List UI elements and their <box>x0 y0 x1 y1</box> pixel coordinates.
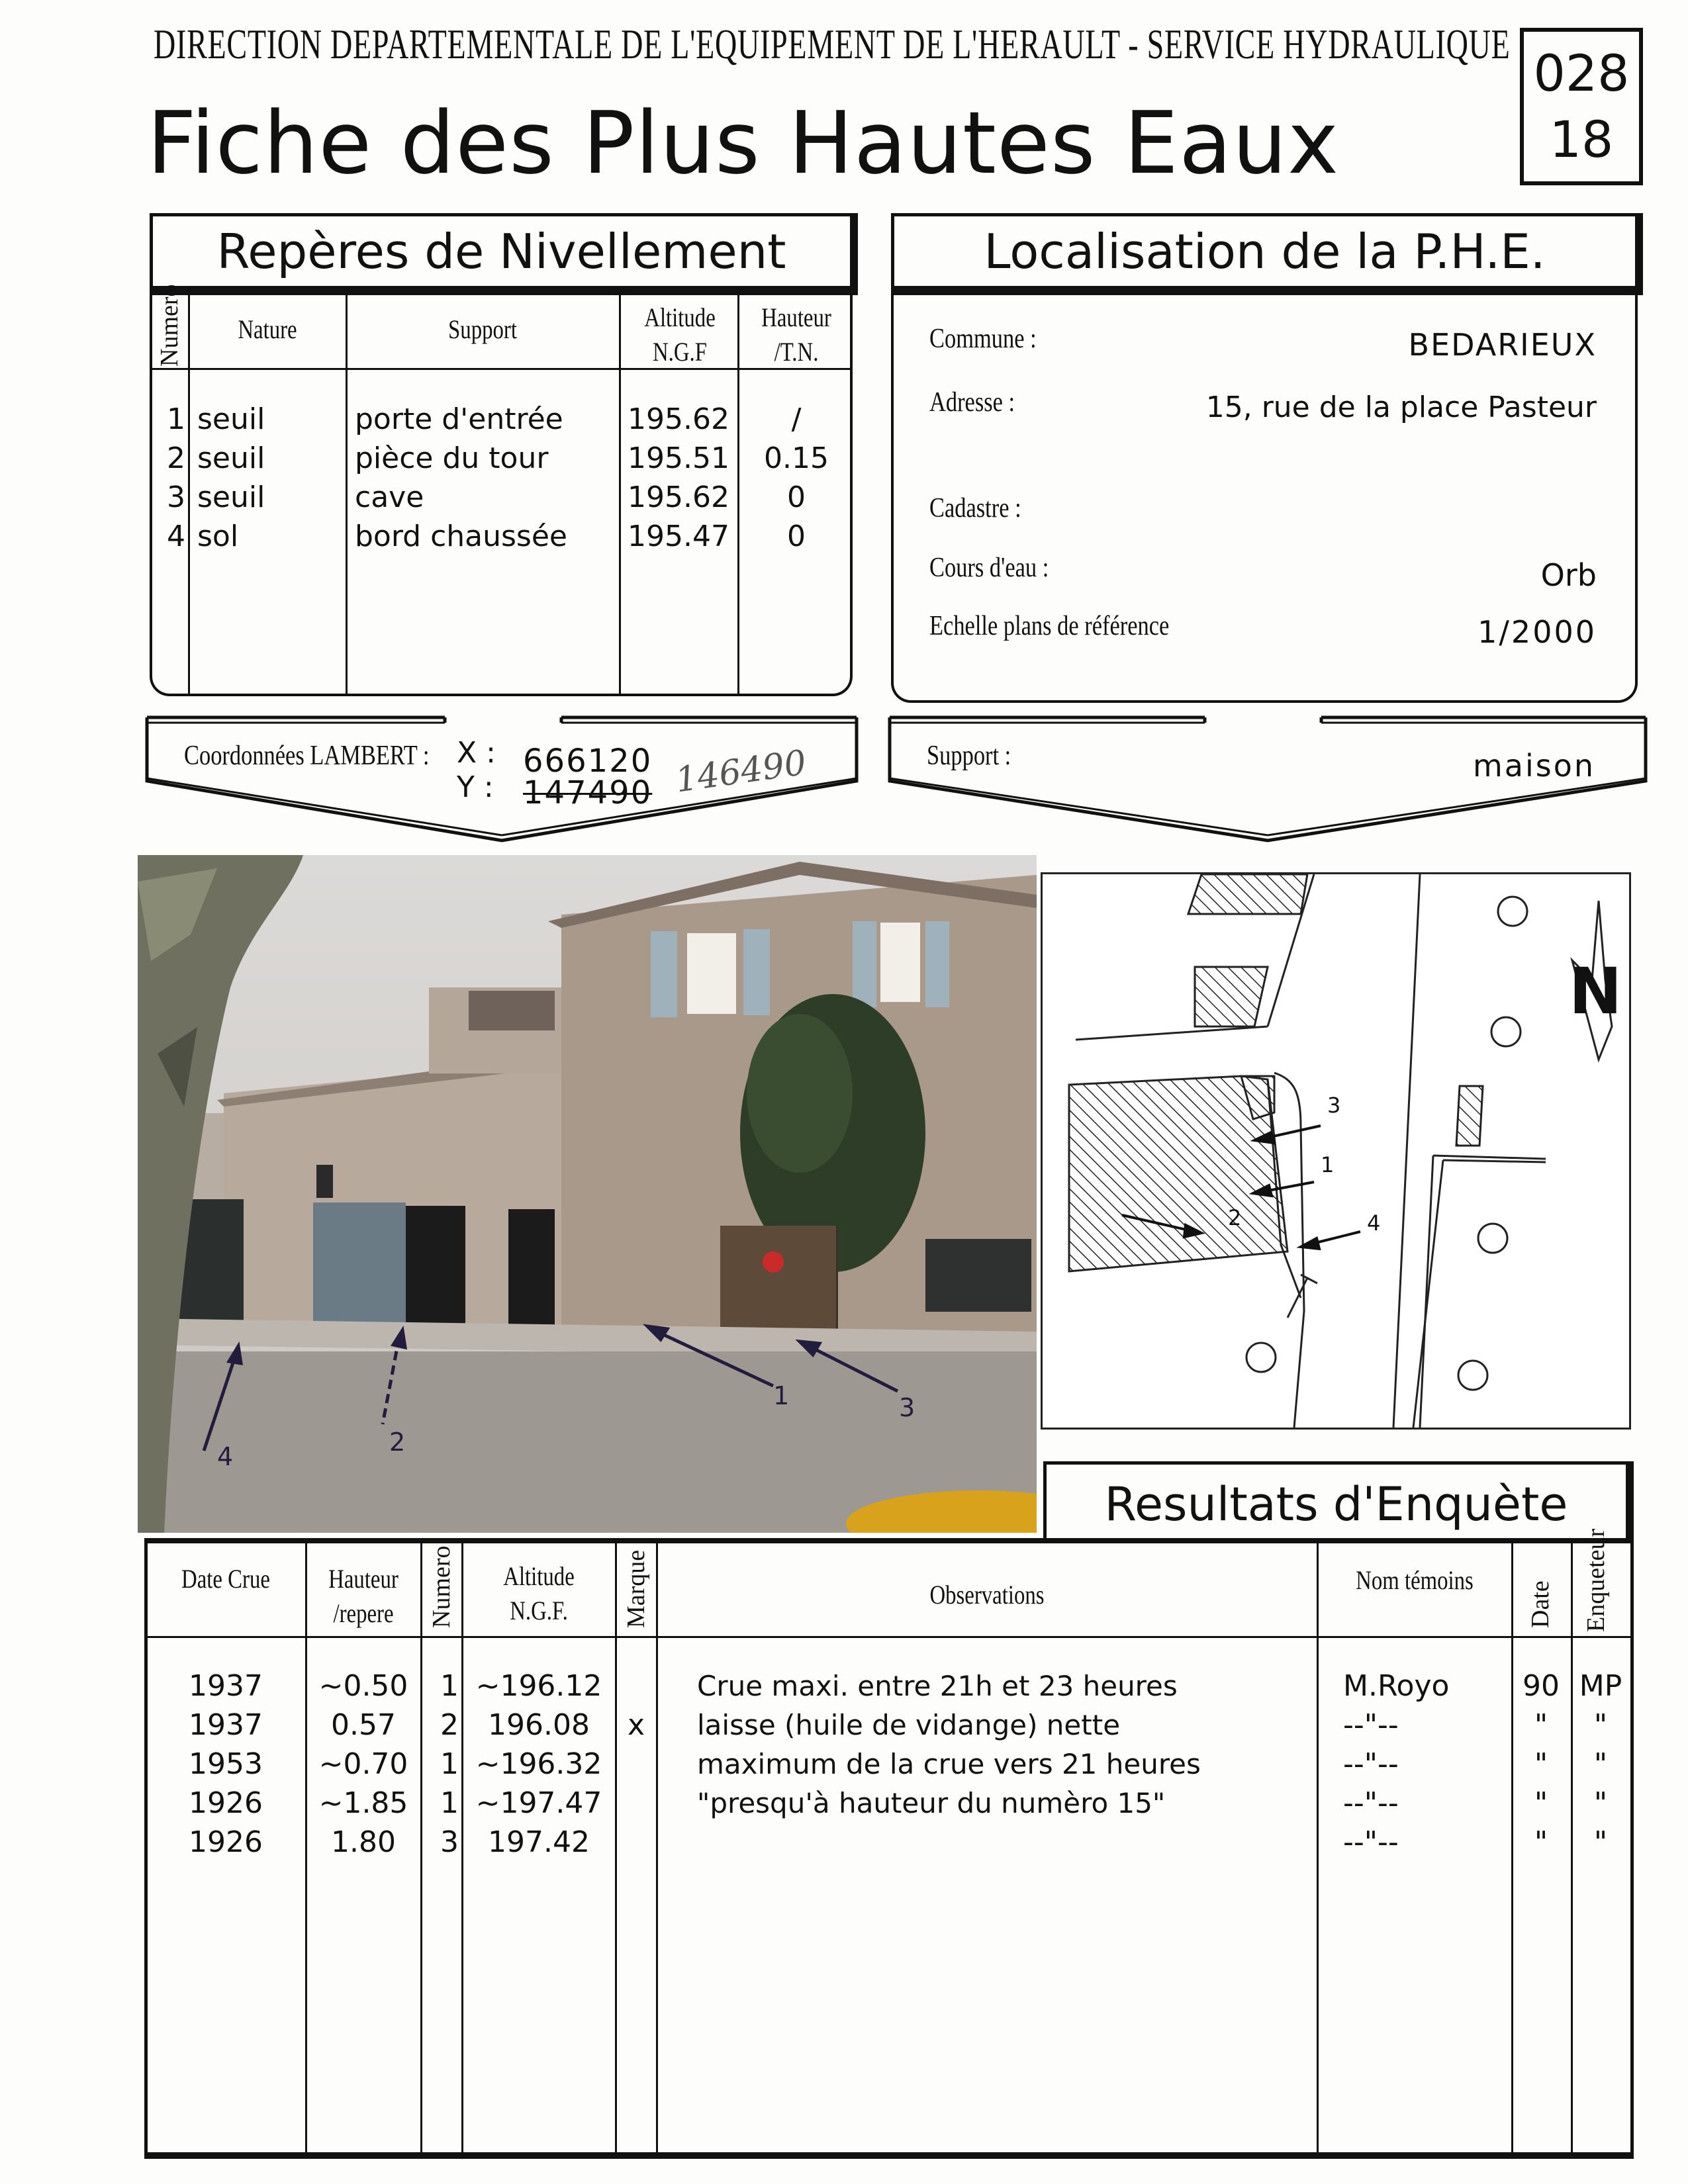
col-altitude-ngf-header: Altitude N.G.F. <box>503 1561 575 1625</box>
resultat-date-enquete: " <box>1534 1825 1548 1859</box>
plan-marker-2: 2 <box>1228 1205 1242 1230</box>
cours-label: Cours d'eau : <box>929 553 1049 583</box>
resultat-observation: Crue maxi. entre 21h et 23 heures <box>697 1670 1178 1702</box>
repere-hauteur: 0 <box>787 520 806 553</box>
commune-label: Commune : <box>929 324 1037 354</box>
repere-support: cave <box>355 480 424 514</box>
repere-altitude: 195.47 <box>628 520 729 553</box>
resultat-observation: "presqu'à hauteur du numèro 15" <box>697 1787 1166 1819</box>
resultat-nom-temoin: --"-- <box>1343 1786 1399 1820</box>
repere-num: 2 <box>167 441 185 475</box>
resultat-date-enquete: " <box>1534 1786 1548 1820</box>
department-header: DIRECTION DEPARTEMENTALE DE L'EQUIPEMENT DE L'HERAULT - SERVICE HYDRAULIQUE <box>154 21 1511 68</box>
repere-support: pièce du tour <box>355 441 549 475</box>
reference-box <box>1520 28 1643 185</box>
resultat-nom-temoin: --"-- <box>1343 1747 1399 1781</box>
resultat-observation: maximum de la crue vers 21 heures <box>697 1748 1201 1780</box>
repere-nature: seuil <box>197 402 265 436</box>
col-date-crue-header: Date Crue <box>181 1564 270 1594</box>
col-numero-header: Numero <box>156 284 183 367</box>
reference-top: 028 <box>1533 44 1630 103</box>
resultat-hauteur: 0.57 <box>331 1708 396 1742</box>
resultat-altitude: 196.08 <box>488 1708 590 1742</box>
adresse-label: Adresse : <box>929 387 1015 418</box>
resultat-nom-temoin: --"-- <box>1343 1825 1399 1859</box>
plan-north-label: N <box>1569 954 1622 1028</box>
repere-hauteur: 0 <box>787 480 806 514</box>
resultat-enqueteur: " <box>1593 1747 1608 1781</box>
resultat-date: 1937 <box>189 1708 263 1742</box>
resultat-altitude: 197.42 <box>488 1825 590 1859</box>
resultats-table <box>144 1528 1634 2159</box>
reference-bottom: 18 <box>1549 110 1614 169</box>
resultat-enqueteur: " <box>1593 1708 1608 1742</box>
resultat-date: 1926 <box>189 1786 263 1820</box>
cadastre-label: Cadastre : <box>929 493 1021 523</box>
plan-marker-1: 1 <box>1321 1152 1335 1177</box>
resultat-enqueteur: " <box>1593 1825 1608 1859</box>
commune-value: BEDARIEUX <box>1408 327 1597 363</box>
y-label: Y : <box>457 770 494 804</box>
col-support-header: Support <box>448 314 517 344</box>
repere-altitude: 195.62 <box>628 480 729 514</box>
col-marque-header: Marque <box>622 1549 650 1628</box>
repere-nature: seuil <box>197 441 265 475</box>
adresse-value: 15, rue de la place Pasteur <box>1205 390 1597 424</box>
resultat-numero: 1 <box>440 1669 459 1703</box>
x-value: 666120 <box>523 743 653 780</box>
support-value: maison <box>1472 748 1595 784</box>
repere-nature: sol <box>197 520 239 553</box>
resultat-altitude: ~196.12 <box>475 1669 602 1703</box>
resultat-hauteur: ~0.70 <box>318 1747 408 1781</box>
repere-support: bord chaussée <box>355 520 567 553</box>
resultat-numero: 2 <box>440 1708 459 1742</box>
photo-marker-4: 4 <box>217 1442 234 1471</box>
site-plan <box>1041 872 1631 1430</box>
resultat-date-enquete: 90 <box>1523 1669 1560 1703</box>
repere-num: 4 <box>167 520 185 553</box>
col-nature-header: Nature <box>238 314 297 344</box>
echelle-label: Echelle plans de référence <box>929 611 1170 641</box>
resultat-marque: x <box>627 1708 645 1742</box>
resultat-numero: 1 <box>440 1786 459 1820</box>
resultat-numero: 3 <box>440 1825 459 1859</box>
col-altitude-header: Altitude N.G.F <box>644 302 716 367</box>
repere-num: 1 <box>167 402 185 436</box>
repere-hauteur: 0.15 <box>764 441 829 475</box>
plan-marker-4: 4 <box>1367 1210 1381 1236</box>
lambert-label: Coordonnées LAMBERT : <box>184 741 430 771</box>
repere-num: 3 <box>167 480 185 514</box>
resultat-hauteur: ~0.50 <box>318 1669 408 1703</box>
col-hauteur-repere-header: Hauteur /repere <box>328 1564 399 1628</box>
resultat-enqueteur: " <box>1593 1786 1608 1820</box>
localisation-title: Localisation de la P.H.E. <box>891 213 1643 295</box>
photo-marker-3: 3 <box>899 1393 915 1422</box>
resultat-altitude: ~197.47 <box>475 1786 602 1820</box>
repere-support: porte d'entrée <box>355 402 563 436</box>
site-photo <box>138 855 1037 1533</box>
localisation-panel <box>891 294 1638 703</box>
resultats-title: Resultats d'Enquète <box>1043 1461 1634 1543</box>
cours-value: Orb <box>1540 557 1597 593</box>
plan-marker-3: 3 <box>1327 1093 1341 1118</box>
resultat-altitude: ~196.32 <box>475 1747 602 1781</box>
support-label: Support : <box>927 741 1011 771</box>
repere-nature: seuil <box>197 480 265 514</box>
resultat-date: 1937 <box>189 1669 263 1703</box>
photo-marker-2: 2 <box>389 1428 406 1457</box>
col-numero-header: Numero <box>428 1545 455 1628</box>
page-title: Fiche des Plus Hautes Eaux <box>147 93 1340 193</box>
reperes-title: Repères de Nivellement <box>150 213 858 295</box>
repere-altitude: 195.51 <box>628 441 729 475</box>
resultat-numero: 1 <box>440 1747 459 1781</box>
photo-marker-1: 1 <box>773 1381 790 1410</box>
echelle-value: 1/2000 <box>1477 614 1597 650</box>
resultat-date: 1953 <box>189 1747 263 1781</box>
col-enqueteur-header: Enqueteur <box>1582 1528 1610 1632</box>
col-nom-temoins-header: Nom témoins <box>1356 1565 1474 1595</box>
y-value-handwritten: 146490 <box>673 743 809 801</box>
resultat-hauteur: ~1.85 <box>318 1786 408 1820</box>
resultat-nom-temoin: --"-- <box>1343 1708 1399 1742</box>
resultat-hauteur: 1.80 <box>331 1825 396 1859</box>
resultat-date-enquete: " <box>1534 1708 1548 1742</box>
repere-hauteur: / <box>791 402 802 436</box>
col-hauteur-header: Hauteur /T.N. <box>761 302 831 367</box>
resultat-date-enquete: " <box>1534 1747 1548 1781</box>
resultat-nom-temoin: M.Royo <box>1343 1669 1450 1703</box>
resultat-enqueteur: MP <box>1579 1669 1622 1703</box>
col-date-header: Date <box>1526 1580 1554 1628</box>
y-value-struck: 147490 <box>523 774 653 811</box>
resultat-date: 1926 <box>189 1825 263 1859</box>
x-label: X : <box>457 736 496 770</box>
col-observations-header: Observations <box>929 1580 1045 1610</box>
repere-altitude: 195.62 <box>628 402 729 436</box>
resultat-observation: laisse (huile de vidange) nette <box>697 1709 1121 1741</box>
reperes-table <box>150 284 853 696</box>
